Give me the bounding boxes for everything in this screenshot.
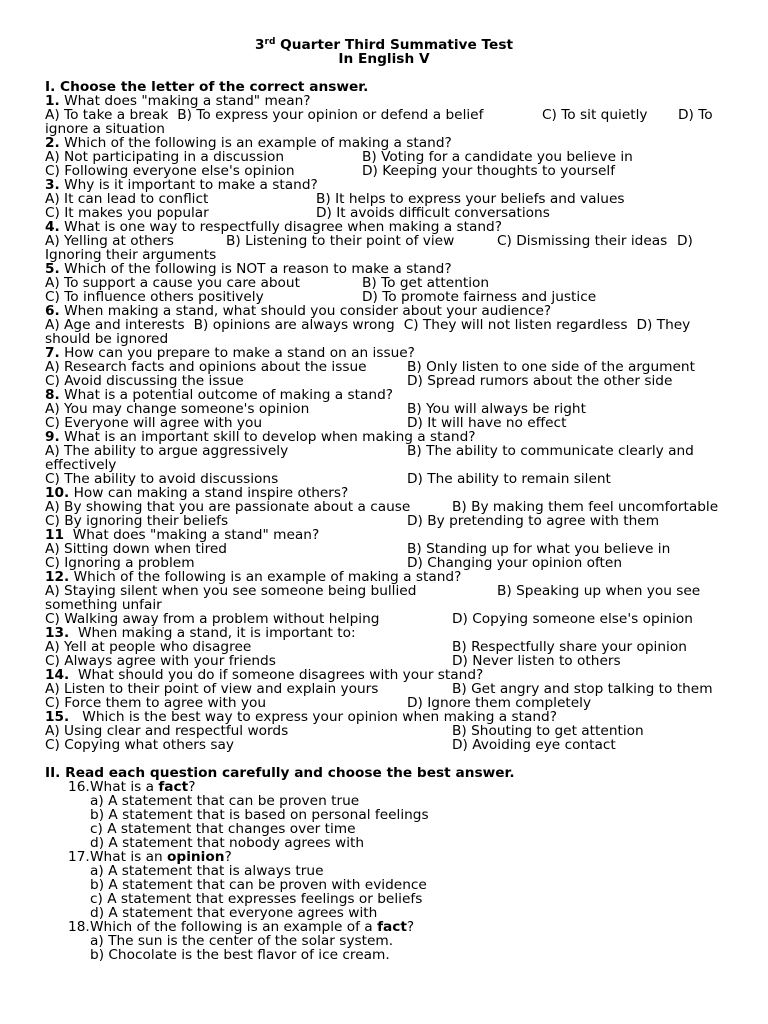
question-stem <box>45 486 730 500</box>
test-page <box>45 38 730 962</box>
options-row <box>45 696 730 710</box>
options-row <box>45 402 730 416</box>
question-stem <box>45 220 730 234</box>
option-b: B) Respectfully share your opinion <box>452 639 687 655</box>
options-row <box>45 444 730 472</box>
option-c: C) By ignoring their beliefs <box>45 513 229 529</box>
option-b: B) To express your opinion or defend a belief <box>177 107 484 123</box>
options-row <box>45 374 730 388</box>
options-row <box>45 724 730 738</box>
question-1 <box>45 94 730 136</box>
question-text-end: ? <box>188 779 196 795</box>
question-text: What is an important skill to develop when making a stand? <box>59 429 476 445</box>
question-11 <box>45 528 730 570</box>
question-text: Which of the following is NOT a reason to make a stand? <box>59 261 452 277</box>
question-text: What is an <box>90 849 168 865</box>
question-number: 15. <box>45 709 70 725</box>
options-row <box>45 556 730 570</box>
question-text: Which of the following is an example of making a stand? <box>59 135 452 151</box>
option-c: C) Everyone will agree with you <box>45 415 263 431</box>
option-c: C) To sit quietly <box>542 107 648 123</box>
question-keyword: fact <box>377 919 407 935</box>
question-stem <box>45 388 730 402</box>
option-a: A) Yelling at others <box>45 233 174 249</box>
option-b: B) The ability to communicate clearly and effectively <box>45 443 694 473</box>
question-text: What does "making a stand" mean? <box>59 93 311 109</box>
question-6 <box>45 304 730 346</box>
option-a: A) Listen to their point of view and explain yours <box>45 681 379 697</box>
question-number: 6. <box>45 303 60 319</box>
question-4 <box>45 220 730 262</box>
option-b: B) Voting for a candidate you believe in <box>362 149 633 165</box>
question-16 <box>45 780 730 850</box>
question-8 <box>45 388 730 430</box>
question-text: What is a <box>90 779 159 795</box>
option-a: A) Yell at people who disagree <box>45 639 252 655</box>
option-d: D) They should be ignored <box>45 317 691 347</box>
option-c: C) Avoid discussing the issue <box>45 373 244 389</box>
option-c: C) It makes you popular <box>45 205 209 221</box>
question-text: When making a stand, what should you consider about your audience? <box>59 303 552 319</box>
question-number: 16. <box>68 779 90 795</box>
option-c: C) Copying what others say <box>45 737 235 753</box>
options-row <box>45 416 730 430</box>
option-b: B) Shouting to get attention <box>452 723 644 739</box>
question-7 <box>45 346 730 388</box>
option-c: C) They will not listen regardless <box>403 317 628 333</box>
option-b: B) Listening to their point of view <box>226 233 455 249</box>
question-text: What is one way to respectfully disagree when making a stand? <box>59 219 503 235</box>
question-stem <box>45 528 730 542</box>
question-text-end: ? <box>224 849 232 865</box>
spacer <box>45 66 730 80</box>
option-d: D) Spread rumors about the other side <box>407 373 673 389</box>
option-c: c) A statement that expresses feelings or beliefs <box>90 891 423 907</box>
question-stem <box>45 850 730 864</box>
options-row <box>45 234 730 262</box>
option-a: A) You may change someone's opinion <box>45 401 310 417</box>
option-a: a) A statement that can be proven true <box>90 793 360 809</box>
option-c: C) Force them to agree with you <box>45 695 267 711</box>
option-d: D) By pretending to agree with them <box>407 513 660 529</box>
question-keyword: fact <box>158 779 189 795</box>
question-stem <box>45 570 730 584</box>
test-subtitle: In English V <box>338 51 430 67</box>
question-stem <box>45 710 730 724</box>
question-stem <box>45 304 730 318</box>
option-c: C) Dismissing their ideas <box>497 233 668 249</box>
option-a: A) Staying silent when you see someone being bullied <box>45 583 417 599</box>
question-18 <box>45 920 730 962</box>
option-b: B) Only listen to one side of the argument <box>407 359 695 375</box>
option-a: A) The ability to argue aggressively <box>45 443 289 459</box>
options-row <box>45 164 730 178</box>
options-row <box>45 290 730 304</box>
question-stem <box>45 262 730 276</box>
option-b: B) By making them feel uncomfortable <box>452 499 719 515</box>
options-row <box>45 318 730 346</box>
option-d: D) Never listen to others <box>452 653 621 669</box>
option-b: B) To get attention <box>362 275 490 291</box>
option-d: d) A statement that nobody agrees with <box>90 835 365 851</box>
option-d: D) Copying someone else's opinion <box>452 611 693 627</box>
option-b: B) Get angry and stop talking to them <box>452 681 713 697</box>
option-c: C) Always agree with your friends <box>45 653 276 669</box>
question-number: 5. <box>45 261 60 277</box>
title-text: Quarter Third Summative Test <box>275 37 514 53</box>
question-12 <box>45 570 730 626</box>
question-5 <box>45 262 730 304</box>
option-c: C) Walking away from a problem without helping <box>45 611 380 627</box>
question-15 <box>45 710 730 752</box>
option-b: B) You will always be right <box>407 401 586 417</box>
options-row <box>45 640 730 654</box>
question-number: 8. <box>45 387 60 403</box>
question-stem <box>45 94 730 108</box>
question-stem <box>45 136 730 150</box>
question-text: How can you prepare to make a stand on an issue? <box>59 345 415 361</box>
options-row <box>45 500 730 514</box>
option-b: B) Speaking up when you see something unfair <box>45 583 701 613</box>
option-a: A) To take a break <box>45 107 169 123</box>
option-a: a) A statement that is always true <box>90 863 324 879</box>
options-row <box>45 276 730 290</box>
question-text: Which is the best way to express your opinion when making a stand? <box>69 709 557 725</box>
option-a: A) Not participating in a discussion <box>45 149 285 165</box>
option-d: D) To promote fairness and justice <box>362 289 597 305</box>
option-d: d) A statement that everyone agrees with <box>90 905 378 921</box>
question-text: How can making a stand inspire others? <box>69 485 349 501</box>
option-d: D) It will have no effect <box>407 415 567 431</box>
question-14 <box>45 668 730 710</box>
option-a: A) Research facts and opinions about the issue <box>45 359 367 375</box>
question-number: 7. <box>45 345 60 361</box>
option-d: D) Avoiding eye contact <box>452 737 616 753</box>
option-d: D) Keeping your thoughts to yourself <box>362 163 616 179</box>
option-c: C) To influence others positively <box>45 289 264 305</box>
question-number: 13. <box>45 625 70 641</box>
question-10 <box>45 486 730 528</box>
title-ordinal-suffix: rd <box>264 37 276 47</box>
question-text: What should you do if someone disagrees with your stand? <box>69 667 484 683</box>
question-2 <box>45 136 730 178</box>
options-row <box>45 360 730 374</box>
question-number: 11 <box>45 527 65 543</box>
question-9 <box>45 430 730 486</box>
test-title <box>0 38 768 52</box>
section-1-heading: I. Choose the letter of the correct answer. <box>45 79 369 95</box>
options-row <box>45 738 730 752</box>
option-d: D) Changing your opinion often <box>407 555 623 571</box>
question-number: 9. <box>45 429 60 445</box>
options-row <box>45 542 730 556</box>
options-row <box>45 514 730 528</box>
question-13 <box>45 626 730 668</box>
question-text: What is a potential outcome of making a stand? <box>59 387 394 403</box>
options-row <box>45 108 730 136</box>
question-number: 14. <box>45 667 70 683</box>
options-row <box>45 584 730 612</box>
options-row <box>45 192 730 206</box>
question-number: 2. <box>45 135 60 151</box>
option-b: B) opinions are always wrong <box>193 317 395 333</box>
options-row <box>45 682 730 696</box>
option-a: a) The sun is the center of the solar system. <box>90 933 394 949</box>
question-number: 12. <box>45 569 70 585</box>
option-d: D) The ability to remain silent <box>407 471 611 487</box>
option-b: b) Chocolate is the best flavor of ice cream. <box>90 947 390 963</box>
options-row <box>45 612 730 626</box>
question-number: 1. <box>45 93 60 109</box>
option-c: C) Following everyone else's opinion <box>45 163 295 179</box>
option-a: A) To support a cause you care about <box>45 275 300 291</box>
option-c: C) The ability to avoid discussions <box>45 471 279 487</box>
question-text: Which of the following is an example of a <box>90 919 378 935</box>
options-group <box>45 108 542 122</box>
question-17 <box>45 850 730 920</box>
option-a: A) Using clear and respectful words <box>45 723 289 739</box>
option-a: A) It can lead to conflict <box>45 191 209 207</box>
question-stem <box>45 346 730 360</box>
title-ordinal-number: 3 <box>254 37 265 53</box>
question-stem <box>45 178 730 192</box>
option-b: B) Standing up for what you believe in <box>407 541 671 557</box>
option-d: D) To ignore a situation <box>45 107 713 137</box>
option-b: B) It helps to express your beliefs and values <box>316 191 625 207</box>
option-d: D) Ignore them completely <box>407 695 592 711</box>
question-text: What does "making a stand" mean? <box>64 527 320 543</box>
options-row <box>45 150 730 164</box>
option-a: A) Age and interests <box>45 317 185 333</box>
question-number: 18. <box>68 919 90 935</box>
question-text: Why is it important to make a stand? <box>59 177 318 193</box>
question-keyword: opinion <box>167 849 225 865</box>
question-3 <box>45 178 730 220</box>
options-row <box>45 206 730 220</box>
option-a: A) By showing that you are passionate about a cause <box>45 499 411 515</box>
question-stem <box>45 430 730 444</box>
question-text: Which of the following is an example of making a stand? <box>69 569 462 585</box>
question-number: 10. <box>45 485 70 501</box>
options-row <box>45 654 730 668</box>
question-number: 17. <box>68 849 90 865</box>
option-a: A) Sitting down when tired <box>45 541 228 557</box>
option-b: b) A statement that is based on personal feelings <box>90 807 429 823</box>
question-text: When making a stand, it is important to: <box>69 625 356 641</box>
question-number: 4. <box>45 219 60 235</box>
spacer <box>45 752 730 766</box>
option-d: D) It avoids difficult conversations <box>316 205 550 221</box>
option-c: C) Ignoring a problem <box>45 555 195 571</box>
question-number: 3. <box>45 177 60 193</box>
question-stem <box>45 780 730 794</box>
question-text-end: ? <box>406 919 415 935</box>
options-row <box>45 472 730 486</box>
section-2-heading: II. Read each question carefully and choose the best answer. <box>45 765 515 781</box>
option-d: D) Ignoring their arguments <box>45 233 693 263</box>
option-c: c) A statement that changes over time <box>90 821 356 837</box>
option-b: b) A statement that can be proven with evidence <box>90 877 427 893</box>
question-stem <box>45 668 730 682</box>
question-stem <box>45 626 730 640</box>
question-stem <box>45 920 730 934</box>
